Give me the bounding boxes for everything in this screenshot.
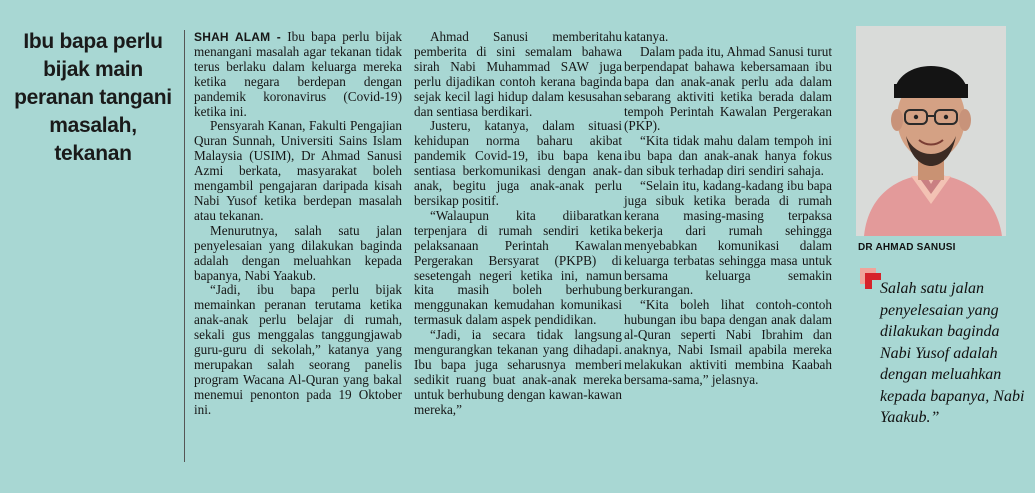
pull-quote: Salah satu jalan penyelesaian yang dilakukan baginda Nabi Yusof adalah dengan meluahkan kepada bapanya, Nabi Yaakub.” — [880, 280, 1025, 426]
article-column-1 — [194, 30, 402, 418]
article-paragraph: Menurutnya, salah satu jalan penyelesaian yang dilakukan baginda adalah dengan meluahkan kepada bapanya, Nabi Yaakub. — [194, 222, 402, 283]
article-paragraph: “Selain itu, kadang-kadang ibu bapa juga sibuk ketika berada di rumah kerana masing-masing terpaksa bekerja dari rumah sehingga menyebabkan komunikasi dalam keluarga terbatas sehingga masa untuk bersama keluarga semakin berkurangan. — [624, 178, 832, 298]
article-paragraph: Justeru, katanya, dalam situasi kehidupan norma baharu akibat pandemik Covid-19, ibu bapa kena sentiasa berkomunikasi dengan anak-anak, begitu juga anak-anak perlu bersikap positif. — [414, 118, 622, 208]
article-paragraph: “Jadi, ibu bapa perlu bijak memainkan peranan terutama ketika anak-anak perlu belajar di rumah, sekali gus menggalas tanggungjawab guru-guru di sekolah,” katanya yang merupakan salah seorang panelis program Wacana Al-Quran yang bakal menemui penonton pada 19 Oktober ini. — [194, 282, 402, 417]
article-column-3 — [624, 30, 832, 388]
article-paragraph: “Kita boleh lihat contoh-contoh hubungan ibu bapa dengan anak dalam al-Quran seperti Nabi Ibrahim dan anaknya, Nabi Ismail apabila mereka melakukan aktiviti membina Kaabah bersama-sama,” jelasnya. — [624, 297, 832, 387]
article-paragraph: katanya. — [624, 29, 669, 44]
column-rule — [184, 30, 185, 462]
portrait-photo — [856, 26, 1006, 236]
article-paragraph: Ahmad Sanusi memberitahu pemberita di sini semalam bahawa sirah Nabi Muhammad SAW juga perlu dijadikan contoh kerana baginda sejak kecil lagi hidup dalam kesusahan dan sentiasa berdikari. — [414, 29, 622, 119]
article-paragraph: “Jadi, ia secara tidak langsung mengurangkan tekanan yang dihadapi. Ibu bapa juga seharusnya memberi sedikit ruang buat anak-anak mereka untuk berhubung dengan kawan-kawan mereka,” — [414, 327, 622, 417]
photo-caption: DR AHMAD SANUSI — [858, 242, 956, 253]
article-column-2 — [414, 30, 622, 418]
article-paragraph: “Walaupun kita diibaratkan terpenjara di rumah sendiri ketika pelaksanaan Perintah Kawalan Pergerakan Bersyarat (PKPB) di sesetengah negeri ketika ini, namun kita masih boleh berhubung menggunakan kemudahan komunikasi termasuk dalam aspek pendidikan. — [414, 207, 622, 328]
article-paragraph: SHAH ALAM - Ibu bapa perlu bijak menangani masalah agar tekanan tidak terus berlaku dalam keluarga mereka ketika negara berdepan dengan pandemik koronavirus (Covid-19) ketika ini. — [194, 29, 402, 119]
headline: Ibu bapa perlu bijak main peranan tangani masalah, tekanan — [14, 30, 172, 165]
article-paragraph: Pensyarah Kanan, Fakulti Pengajian Quran Sunnah, Universiti Sains Islam Malaysia (USIM), Dr Ahmad Sanusi Azmi berkata, masyarakat boleh mengambil pengajaran daripada kisah Nabi Yusof ketika berdepan masalah atau tekanan. — [194, 118, 402, 223]
dateline: SHAH ALAM - — [194, 30, 282, 44]
article-paragraph: “Kita tidak mahu dalam tempoh ini ibu bapa dan anak-anak hanya fokus dan sibuk terhadap diri sendiri sahaja. — [624, 133, 832, 179]
portrait-illustration — [856, 26, 1006, 236]
article-paragraph: Dalam pada itu, Ahmad Sanusi turut berpendapat bahawa kebersamaan ibu bapa dan anak-anak perlu ada dalam sebarang aktiviti ketika berada dalam tempoh Perintah Kawalan Pergerakan (PKP). — [624, 43, 832, 134]
